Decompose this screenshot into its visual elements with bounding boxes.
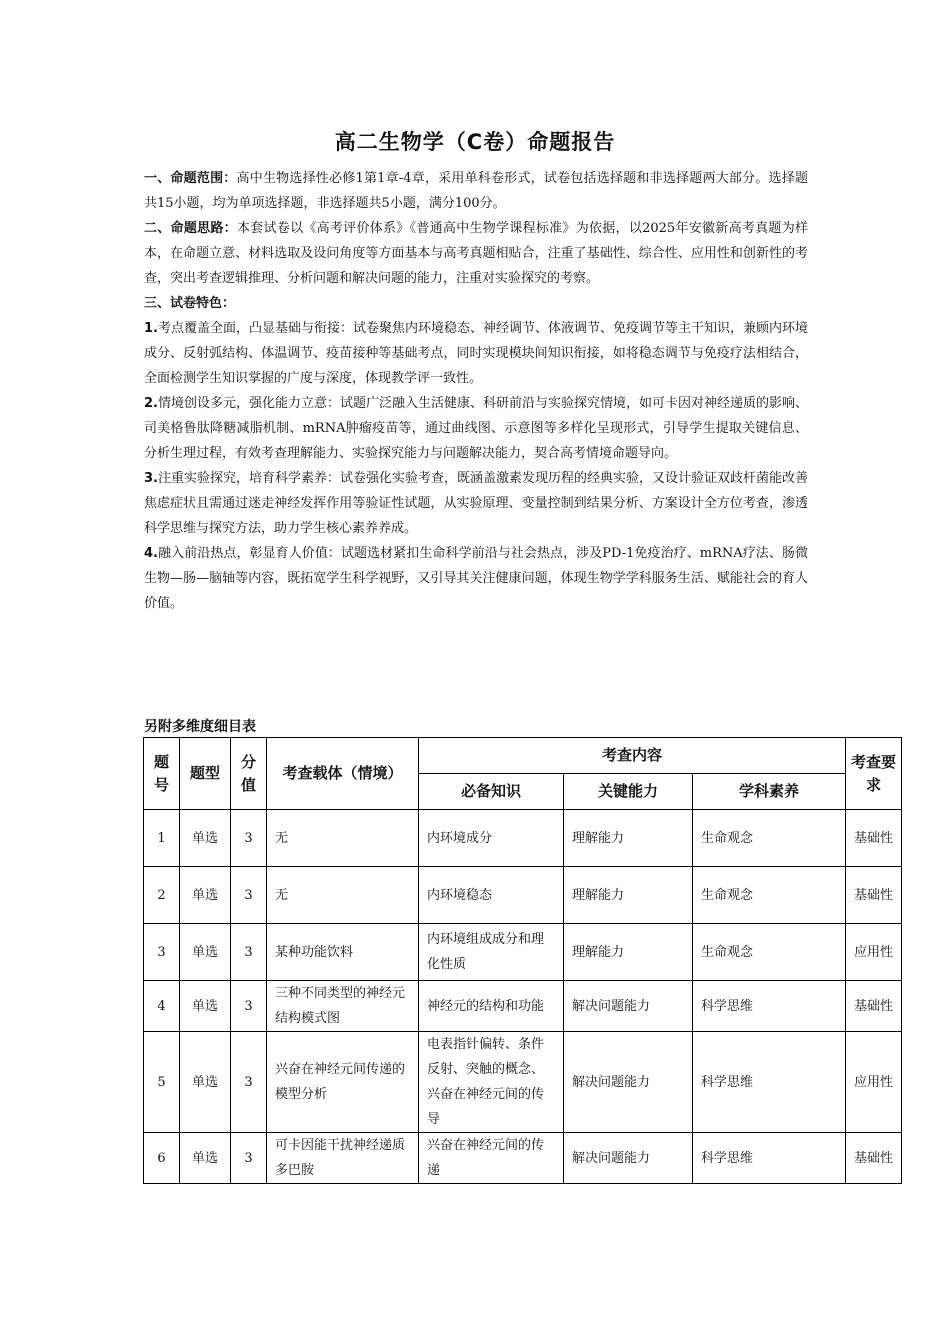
table-caption: 另附多维度细目表 [144, 719, 256, 735]
cell-score: 3 [231, 924, 267, 981]
cell-ability: 解决问题能力 [564, 981, 693, 1032]
feature-text: 情境创设多元，强化能力立意：试题广泛融入生活健康、科研前沿与实验探究情境，如可卡因对神经递质的影响、司美格鲁肽降糖减脂机制、mRNA肿瘤疫苗等，通过曲线图、示意图等多样化呈现形式，引导学生提取关键信息、分析生理过程，有效考查理解能力、实验探究能力与问题解决能力，契合高考情境命题导向。 [144, 396, 808, 461]
feature-text: 考点覆盖全面，凸显基础与衔接：试卷聚焦内环境稳态、神经调节、体液调节、免疫调节等主干知识，兼顾内环境成分、反射弧结构、体温调节、疫苗接种等基础考点，同时实现模块间知识衔接，如将稳态调节与免疫疗法相结合，全面检测学生知识掌握的广度与深度，体现教学评一致性。 [144, 321, 808, 386]
feature-number: 3. [144, 471, 158, 486]
cell-knowledge: 兴奋在神经元间的传递 [419, 1133, 564, 1184]
idea-label: 二、命题思路： [144, 221, 237, 236]
cell-ability: 解决问题能力 [564, 1133, 693, 1184]
feature-number: 4. [144, 546, 158, 561]
header-requirement: 考查要求 [846, 738, 902, 810]
cell-carrier: 兴奋在神经元间传递的模型分析 [267, 1032, 419, 1133]
header-score: 分值 [231, 738, 267, 810]
document-title: 高二生物学（C卷）命题报告 [334, 130, 616, 154]
scope-paragraph [144, 166, 808, 216]
header-num: 题号 [144, 738, 180, 810]
cell-type: 单选 [180, 1032, 231, 1133]
table-row [144, 867, 902, 924]
cell-ability: 理解能力 [564, 924, 693, 981]
table-row [144, 1133, 902, 1184]
scope-text: 高中生物选择性必修1第1章-4章，采用单科卷形式，试卷包括选择题和非选择题两大部分。选择题共15小题，均为单项选择题，非选择题共5小题，满分100分。 [144, 171, 808, 211]
header-carrier: 考查载体（情境） [267, 738, 419, 810]
cell-carrier: 某种功能饮料 [267, 924, 419, 981]
cell-requirement: 应用性 [846, 924, 902, 981]
cell-type: 单选 [180, 981, 231, 1032]
cell-num: 6 [144, 1133, 180, 1184]
detail-table [143, 737, 902, 1184]
header-content: 考查内容 [419, 738, 846, 774]
feature-paragraph [144, 316, 808, 391]
feature-paragraph [144, 391, 808, 466]
table-row [144, 981, 902, 1032]
cell-score: 3 [231, 867, 267, 924]
table-row [144, 1032, 902, 1133]
cell-requirement: 基础性 [846, 867, 902, 924]
header-knowledge: 必备知识 [419, 774, 564, 810]
cell-num: 2 [144, 867, 180, 924]
header-literacy: 学科素养 [693, 774, 846, 810]
cell-knowledge: 内环境成分 [419, 810, 564, 867]
features-label: 三、试卷特色： [144, 296, 236, 311]
cell-literacy: 生命观念 [693, 924, 846, 981]
cell-knowledge: 内环境稳态 [419, 867, 564, 924]
cell-type: 单选 [180, 1133, 231, 1184]
cell-requirement: 基础性 [846, 810, 902, 867]
cell-score: 3 [231, 810, 267, 867]
cell-score: 3 [231, 1133, 267, 1184]
cell-requirement: 应用性 [846, 1032, 902, 1133]
cell-carrier: 无 [267, 810, 419, 867]
scope-label: 一、命题范围： [144, 171, 237, 186]
cell-type: 单选 [180, 810, 231, 867]
cell-score: 3 [231, 1032, 267, 1133]
feature-text: 融入前沿热点，彰显育人价值：试题选材紧扣生命科学前沿与社会热点，涉及PD-1免疫治疗、mRNA疗法、肠微生物—肠—脑轴等内容，既拓宽学生科学视野，又引导其关注健康问题，体现生物学学科服务生活、赋能社会的育人价值。 [144, 546, 808, 611]
feature-text: 注重实验探究，培育科学素养：试卷强化实验考查，既涵盖激素发现历程的经典实验，又设计验证双歧杆菌能改善焦虑症状且需通过迷走神经发挥作用等验证性试题，从实验原理、变量控制到结果分析、方案设计全方位考查，渗透科学思维与探究方法，助力学生核心素养养成。 [144, 471, 808, 536]
idea-text: 本套试卷以《高考评价体系》《普通高中生物学课程标准》为依据，以2025年安徽新高考真题为样本，在命题立意、材料选取及设问角度等方面基本与高考真题相贴合，注重了基础性、综合性、应用性和创新性的考查，突出考查逻辑推理、分析问题和解决问题的能力，注重对实验探究的考察。 [144, 221, 808, 286]
cell-literacy: 生命观念 [693, 810, 846, 867]
cell-requirement: 基础性 [846, 981, 902, 1032]
cell-ability: 理解能力 [564, 810, 693, 867]
feature-number: 1. [144, 321, 158, 336]
cell-carrier: 无 [267, 867, 419, 924]
feature-number: 2. [144, 396, 158, 411]
idea-paragraph [144, 216, 808, 291]
cell-requirement: 基础性 [846, 1133, 902, 1184]
cell-type: 单选 [180, 867, 231, 924]
cell-num: 5 [144, 1032, 180, 1133]
table-row [144, 810, 902, 867]
header-type: 题型 [180, 738, 231, 810]
cell-literacy: 科学思维 [693, 1133, 846, 1184]
cell-knowledge: 内环境组成成分和理化性质 [419, 924, 564, 981]
cell-literacy: 科学思维 [693, 981, 846, 1032]
feature-paragraph [144, 541, 808, 616]
cell-literacy: 生命观念 [693, 867, 846, 924]
cell-ability: 理解能力 [564, 867, 693, 924]
cell-carrier: 三种不同类型的神经元结构模式图 [267, 981, 419, 1032]
report-body [144, 166, 808, 616]
cell-literacy: 科学思维 [693, 1032, 846, 1133]
cell-type: 单选 [180, 924, 231, 981]
header-row [144, 738, 902, 774]
cell-num: 3 [144, 924, 180, 981]
cell-num: 4 [144, 981, 180, 1032]
cell-score: 3 [231, 981, 267, 1032]
table-row [144, 924, 902, 981]
header-ability: 关键能力 [564, 774, 693, 810]
cell-knowledge: 神经元的结构和功能 [419, 981, 564, 1032]
feature-paragraph [144, 466, 808, 541]
cell-ability: 解决问题能力 [564, 1032, 693, 1133]
cell-num: 1 [144, 810, 180, 867]
cell-carrier: 可卡因能干扰神经递质多巴胺 [267, 1133, 419, 1184]
cell-knowledge: 电表指针偏转、条件反射、突触的概念、兴奋在神经元间的传导 [419, 1032, 564, 1133]
